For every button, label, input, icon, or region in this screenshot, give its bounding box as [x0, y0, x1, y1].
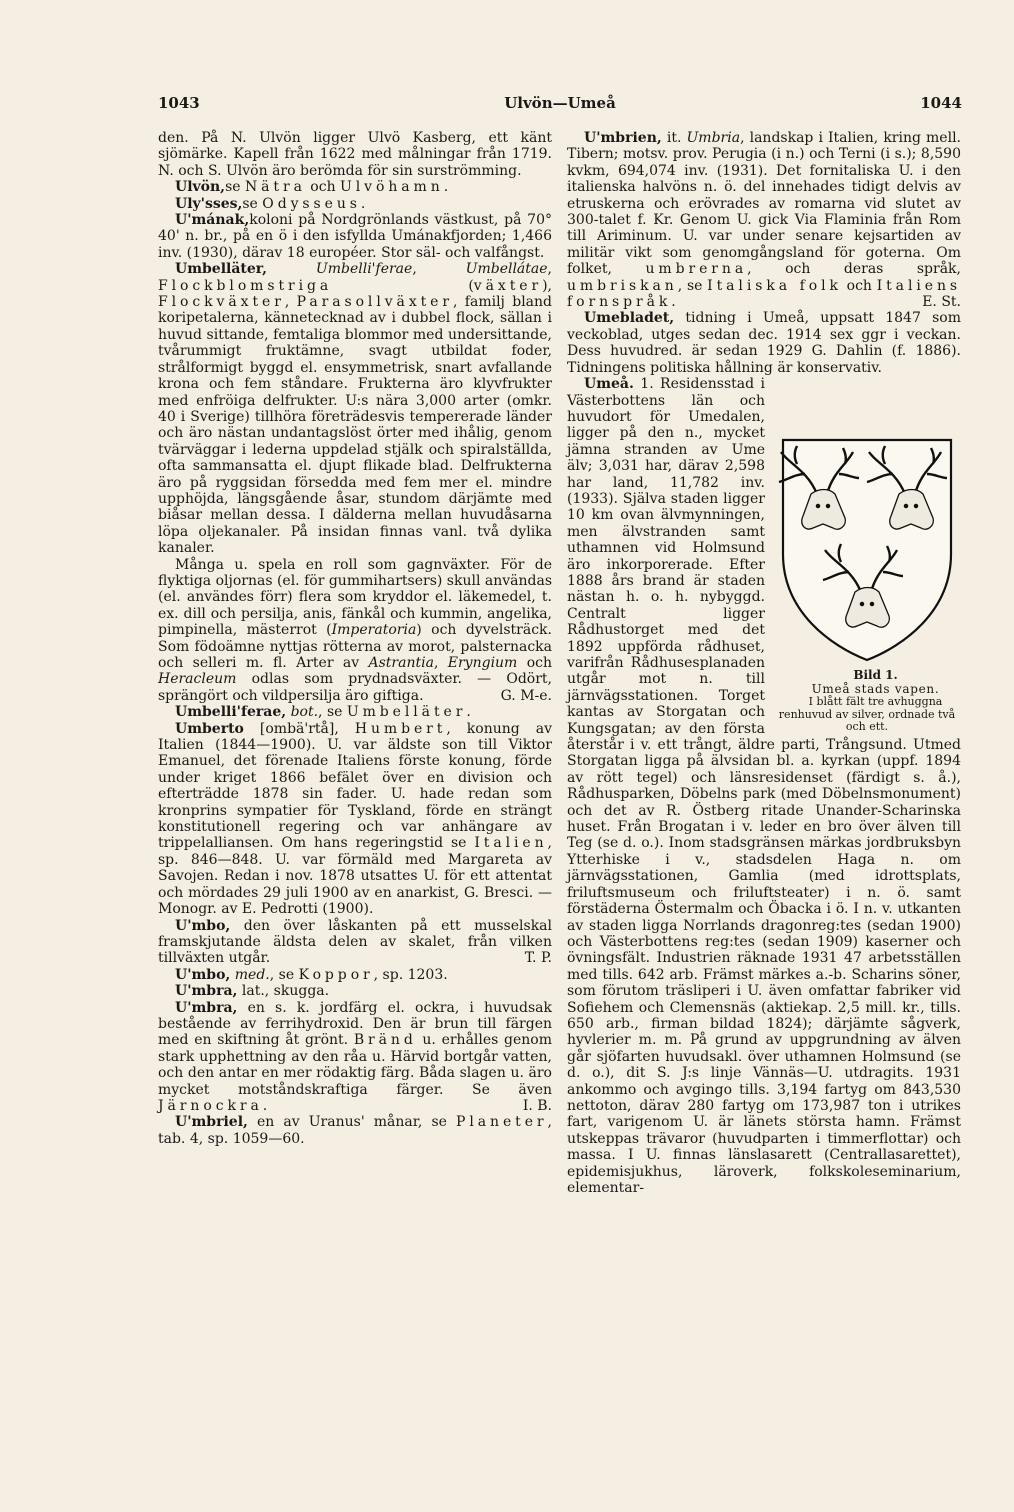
- author-signature: T. P.: [524, 950, 552, 967]
- entry-text: tidning i Umeå, uppsatt 1847 som veckoblad, utges sedan dec. 1914 sex ggr i veckan. Dess huvudred. är sedan 1929 G. Dahlin (f. 1886). Tidningens politiska hållning är konservativ.: [567, 310, 961, 376]
- entry-text: , och deras språk,: [747, 261, 961, 278]
- entry-headword: Umbelli'ferae,: [175, 704, 287, 721]
- entry-text: ) och dyvelsträck. Som födoämne nyttjas rötterna av morot, palsternacka och selleri m. fl. Arter av: [158, 622, 552, 671]
- entry-text: ),: [542, 277, 552, 294]
- dictionary-entry: [158, 983, 552, 999]
- dictionary-entry: [158, 721, 552, 918]
- entry-text: [ombä'rtå],: [243, 720, 355, 737]
- entry-headword: Uly'sses,: [175, 195, 243, 212]
- entry-text: växter: [473, 277, 543, 294]
- entry-text: u. erhålles genom stark upphettning av den råa u. Härvid bortgår vatten, och den antar en mer rödaktig färg. Båda slagen u. äro mycket motståndskraftiga färger. Se även: [158, 1032, 552, 1098]
- entry-text: och: [517, 655, 552, 671]
- entry-text: 1. Residensstad i Västerbottens län och huvudort för Umedalen, ligger på den n., mycket jämna stranden av Ume älv; 3,031 har, därav 2,598 har land, 11,782 inv. (1933). Själva staden ligger 10 km ovan älvmynningen, men älvstranden samt uthamnen vid Holmsund äro inkorporerade. Efter 1888 års brand är staden nästan h. o. h. nybyggd. Centralt ligger Rådhustorget med det 1892 uppförda rådhuset, varifrån Rådhusesplanaden utgår mot n. till järnvägsstationen. Torget kantas av Storgatan och Kungsgatan; av den första återstår i v. ett trångt, äldre parti, Trångsund. Utmed Storgatan ligga på älvsidan bl. a. kyrkan (uppf. 1894 av rött tegel) och länsresidenset (färdigt s. å.), Rådhusparken, Döbelns park (med Döbelnsmonument) och det av R. Östberg ritade Unander-Scharinska huset. Från Brogatan i v. leder en bro över älven till Teg (se d. o.). Inom stadsgränsen märkas jordbruksbyn Ytterhiske i v., stadsdelen Haga n. om järnvägsstationen, Gamlia (med idrottsplats, friluftsmuseum och friluftsteater) i n. ö. samt förstäderna Östermalm och Öbacka i ö. I n. v. utkanten av staden ligga Norrlands dragonreg:tes (sedan 1900) och Västerbottens reg:tes (sedan 1909) kaserner och övningsfält. Industrien räknade 1931 47 arbetsställen med tills. 642 arb. Främst märkes a.-b. Scharins söner, som förutom träsliperi i U. även omfattar fabriker vid Sofiehem och Clemensnäs (aktiekap. 2,5 mill. kr., tills. 650 arb., firman bildad 1824); därjämte sågverk, hyvlerier m. m. På grund av uppgrundning av älven går sjöfarten huvudsakl. över uthamnen Holmsund (se d. o.), dit S. J:s linje Vännäs—U. utdragits. 1931 ankommo och avgingo tills. 3,194 fartyg om 843,530 nettoton, därav 280 fartyg om 173,987 ton i utrikes fart, varigenom U. är länets största hamn. Främst utskeppas trävaror (huvudparten i timmerflottar) och massa. I U. finnas länslasarett (Centrallasarettet), epidemisjukhus, läroverk, folkskoleseminarium, elementar-: [567, 376, 961, 1196]
- entry-text: [267, 261, 316, 277]
- entry-headword: U'mbra,: [175, 983, 238, 1000]
- umea-coat-of-arms: [775, 434, 959, 666]
- entry-headword: U'mbra,: [175, 999, 238, 1016]
- entry-text: , se: [677, 277, 708, 294]
- entry-text: Ulvöhamn: [340, 179, 444, 196]
- dictionary-entry: [158, 704, 552, 720]
- continued-text: [158, 130, 552, 179]
- entry-text: Många u. spela en roll som gagnväxter. För de flyktiga oljornas (el. för gummihartsers) skull användas (el. användes förr) flera som kryddor el. läkemedel, t. ex. dill och persilja, anis, fänkål och kummin, angelika, pimpinella, mästerrot (: [158, 556, 553, 639]
- dictionary-entry: [567, 376, 961, 1196]
- entry-text: ,: [412, 261, 466, 278]
- entry-text: , landskap i Italien, kring mell. Tibern; motsv. prov. Perugia (i n.) och Terni (i s.); 8,590 kvkm, 694,074 inv. (1931). Det fornitaliska U. i den italienska halvöns n. ö. del innehades tidigt delvis av etruskerna och erövrades av romarna vid slutet av 300-talet f. Kr. Genom U. gick Via Flaminia från Rom till Ariminum. U. var under senare kejsartiden av militär vikt som genomgångsland för goterna. Om folket,: [567, 130, 961, 278]
- paragraph: [158, 557, 552, 705]
- entry-text: Umbria: [686, 130, 741, 146]
- left-column: [158, 130, 552, 1147]
- entry-text: Bränd: [353, 1032, 417, 1049]
- entry-text: Flockblomstriga: [158, 277, 333, 294]
- entry-text: Imperatoria: [331, 622, 417, 639]
- figure-title: Umeå stads vapen.: [811, 682, 940, 697]
- dictionary-entry: [158, 967, 552, 983]
- entry-headword: Umbelläter,: [175, 261, 268, 278]
- entry-text: bot.: [290, 704, 319, 721]
- entry-headword: U'mbo,: [175, 917, 231, 934]
- entry-text: Parasollväxter: [296, 294, 454, 311]
- entry-text: Koppor: [298, 966, 374, 983]
- author-signature: G. M-e.: [500, 687, 552, 704]
- entry-text: en av Uranus' månar, se: [247, 1114, 457, 1131]
- entry-text: Italiska folk: [707, 277, 842, 294]
- entry-text: , sp. 1203.: [373, 966, 448, 983]
- entry-text: Umbelläter: [346, 704, 467, 721]
- entry-headword: Umebladet,: [584, 310, 675, 327]
- author-signature: E. St.: [922, 294, 961, 311]
- coat-of-arms-figure: [773, 434, 961, 734]
- entry-text: , familj bland koripetalerna, kännetecknad av i dubbel flock, sällan i huvud sittande, femtaliga blommor med undersittande, tvårummigt fruktämne, svagt utbildat foder, strålformigt byggd el. ensymmetrisk, snart avfallande krona och fem ståndare. Frukterna äro klyvfrukter med enfröiga delfrukter. U:s nära 3,000 arter (omkr. 40 i Sverige) tillhöra företrädesvis tempererade länder och äro nästan undantagslöst örter med ihålig, genom tvärväggar i lederna uppdelad stjälk och spiralställda, ofta sammansatta el. djupt flikade blad. Delfrukterna äro på ryggsidan försedda med fem mer el. mindre upphöjda, längsgående åsar, stundom därjämte med biåsar mellan dessa. I dälderna mellan huvudåsarna löpa oljekanaler. På insidan finnas vanl. två dylika kanaler.: [158, 294, 553, 557]
- entry-text: , se: [318, 704, 347, 721]
- entry-text: , tab. 4, sp. 1059—60.: [158, 1114, 552, 1147]
- figure-label: Bild 1.: [853, 668, 898, 683]
- entry-text: se: [242, 195, 263, 212]
- entry-text: .: [360, 195, 366, 212]
- entry-text: Heracleum: [158, 671, 237, 688]
- entry-text: it.: [661, 130, 687, 146]
- dictionary-entry: [158, 1000, 552, 1115]
- entry-text: Umbelli'ferae: [315, 261, 413, 278]
- author-signature: I. B.: [522, 1097, 552, 1114]
- entry-text: ,: [433, 655, 448, 671]
- entry-text: Flockväxter: [158, 294, 285, 311]
- entry-text: den över låskanten på ett musselskal framskjutande äldsta delen av skalet, från vilken tillväxten utgår.: [158, 917, 552, 967]
- entry-text: lat., skugga.: [237, 983, 330, 1000]
- dictionary-entry: [567, 310, 961, 376]
- dictionary-entry: [567, 130, 961, 310]
- entry-text: .: [466, 704, 471, 721]
- entry-text: Italien: [474, 835, 548, 852]
- entry-text: .: [671, 294, 676, 311]
- entry-text: umbrerna: [645, 261, 748, 278]
- entry-headword: Umeå.: [584, 376, 634, 393]
- dictionary-entry: [158, 918, 552, 967]
- entry-text: , konung av Italien (1844—1900). U. var äldste son till Viktor Emanuel, det förenade Italiens förste konung, förde under kriget 1866 befälet över en division och efterträdde 1878 sin fader. U. hade redan som kronprins sympatier för Tyskland, förde en strängt konstitutionell regering och var anhängare av trippelalliansen. Om hans regeringstid se: [158, 720, 552, 852]
- dictionary-entry: [158, 196, 552, 212]
- entry-text: .: [443, 179, 449, 196]
- figure-caption: I blått fält tre avhuggna renhuvud av silver, ordnade två och ett.: [778, 695, 956, 734]
- dictionary-entry: [158, 212, 552, 261]
- entry-headword: U'mbriel,: [175, 1114, 248, 1131]
- entry-headword: U'mbrien,: [584, 130, 662, 146]
- entry-text: en s. k. jordfärg el. ockra, i huvudsak bestående av ferrihydroxid. Den är brun till färgen med en skiftning åt grönt.: [158, 999, 552, 1049]
- entry-text: , se: [269, 966, 299, 983]
- entry-text: (: [332, 277, 474, 294]
- entry-headword: U'mbo,: [175, 966, 231, 983]
- entry-text: och: [305, 179, 341, 196]
- paragraph-text: den. På N. Ulvön ligger Ulvö Kasberg, ett känt sjömärke. Kapell från 1622 med målningar från 1719. N. och S. Ulvön äro berömda för sin surströmming.: [158, 130, 552, 179]
- entry-text: , sp. 846—848. U. var förmäld med Margareta av Savojen. Redan i nov. 1878 utsattes U. för ett attentat och mördades 29 juli 1900 av en anarkist, G. Bresci. — Monogr. av E. Pedrotti (1900).: [158, 835, 552, 918]
- entry-text: se: [225, 179, 245, 196]
- dictionary-entry: [158, 179, 552, 195]
- entry-text: Astrantia: [368, 655, 434, 671]
- entry-text: Eryngium: [447, 655, 518, 671]
- dictionary-entry: [158, 1114, 552, 1147]
- entry-text: Järnockra: [158, 1097, 263, 1114]
- entry-text: Odysseus: [262, 195, 361, 212]
- entry-text: odlas som prydnadsväxter. — Odört, sprängört och vildpersilja äro giftiga.: [158, 671, 552, 704]
- page-header: [158, 94, 962, 114]
- entry-text: Planeter: [456, 1114, 548, 1131]
- page-number-right: 1044: [920, 94, 962, 112]
- entry-text: och: [841, 277, 877, 294]
- running-title: Ulvön—Umeå: [504, 94, 616, 112]
- right-column: [567, 130, 961, 1196]
- entry-text: Nätra: [244, 179, 306, 196]
- entry-text: Humbert: [354, 720, 447, 737]
- entry-text: umbriskan: [567, 277, 678, 294]
- entry-text: Umbellátae: [465, 261, 548, 278]
- entry-headword: Umberto: [175, 720, 244, 737]
- entry-text: Italiens fornspråk: [567, 277, 961, 311]
- dictionary-entry: [158, 261, 552, 556]
- entry-headword: U'mának,: [175, 212, 250, 229]
- entry-text: med.: [234, 966, 270, 983]
- entry-headword: Ulvön,: [175, 179, 226, 196]
- entry-text: ,: [547, 261, 552, 278]
- entry-text: .: [262, 1097, 268, 1114]
- entry-text: ,: [284, 294, 297, 311]
- page-number-left: 1043: [158, 94, 200, 112]
- entry-text: koloni på Nordgrönlands västkust, på 70° 40' n. br., på en ö i den isfyllda Umánakfjorden; 1,466 inv. (1930), därav 18 européer. Stor säl- och valfångst.: [158, 212, 552, 261]
